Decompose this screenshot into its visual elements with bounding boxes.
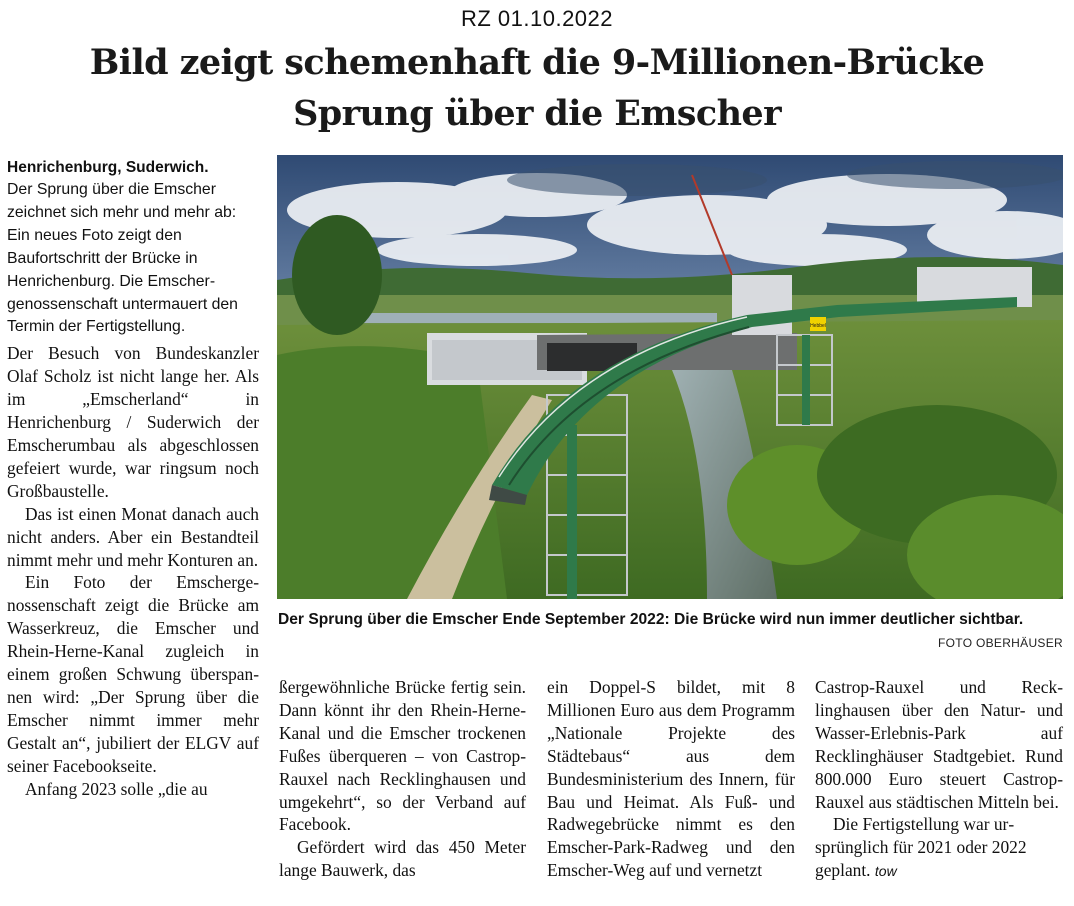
kicker: Henrichenburg, Suderwich. <box>7 159 209 176</box>
body-paragraph: Gefördert wird das 450 Meter lange Bauwerk, das <box>279 837 526 881</box>
body-paragraph: Das ist einen Monat danach auch nicht anders. Aber ein Bestandteil nimmt mehr und mehr Konturen an. <box>7 503 259 570</box>
article-column-2 <box>279 676 526 882</box>
body-paragraph: Ein Foto der Emschergenossenschaft zeigt die Brücke am Wasserkreuz, die Emscher und Rhein-Herne-Kanal zugleich in einem großen Schwung überspannen wird: „Der Sprung über die Emscher nimmt immer mehr Gestalt an“, jubiliert der ELGV auf seiner Facebookseite. <box>7 572 259 776</box>
article-column-3 <box>547 676 795 882</box>
photo-credit: FOTO OBERHÄUSER <box>938 636 1063 650</box>
body-paragraph <box>815 813 1063 883</box>
dateline: RZ 01.10.2022 <box>460 6 614 31</box>
body-paragraph: Anfang 2023 solle „die au <box>25 778 208 799</box>
author-signature: tow <box>874 863 897 880</box>
article-photo <box>277 155 1063 599</box>
headline-line-1: Bild zeigt schemenhaft die 9-Millionen-Brücke <box>89 42 985 83</box>
body-paragraph: Castrop-Rauxel und Recklinghausen über den Natur- und Wasser-Erlebnis-Park auf Recklinghäuser Stadtgebiet. Rund 800.000 Euro steuert Castrop-Rauxel aus städtischen Mitteln bei. <box>815 677 1063 812</box>
lead-paragraph: Der Sprung über die Emscher zeichnet sich mehr und mehr ab: Ein neues Foto zeigt den Baufortschritt der Brücke in Henrichenburg. Die Emschergenossenschaft untermauert den Termin der Fertigstellung. <box>7 181 238 336</box>
article-column-1 <box>7 157 259 800</box>
body-paragraph: ein Doppel-S bildet, mit 8 Millionen Euro aus dem Programm „Nationale Projekte des Städtebaus“ aus dem Bundesministerium des Innern, für Bau und Heimat. Als Fuß- und Radwegebrücke nimmt es den Emscher-Park-Radweg und den Emscher-Weg auf und vernetzt <box>547 677 795 881</box>
closing-sentence: Die Fertigstellung war ursprünglich für 2021 oder 2022 geplant. <box>815 814 1027 881</box>
article-column-4 <box>815 676 1063 883</box>
photo-caption: Der Sprung über die Emscher Ende September 2022: Die Brücke wird nun immer deutlicher sichtbar. <box>278 611 1024 628</box>
body-paragraph: ßergewöhnliche Brücke fertig sein. Dann könnt ihr den Rhein-Herne-Kanal und die Emscher trockenen Fußes überqueren – von Castrop-Rauxel nach Recklinghausen und umgekehrt“, so der Verband auf Facebook. <box>279 677 526 835</box>
hebbel-sign-text: Hebbel <box>810 323 826 329</box>
headline-line-2: Sprung über die Emscher <box>293 93 781 134</box>
body-paragraph: Der Besuch von Bundeskanzler Olaf Scholz ist nicht lange her. Als im „Emscherland“ in Henrichenburg / Suderwich der Emscherumbau als abgeschlossen gefeiert wurde, war ringsum noch Großbaustelle. <box>7 343 259 501</box>
